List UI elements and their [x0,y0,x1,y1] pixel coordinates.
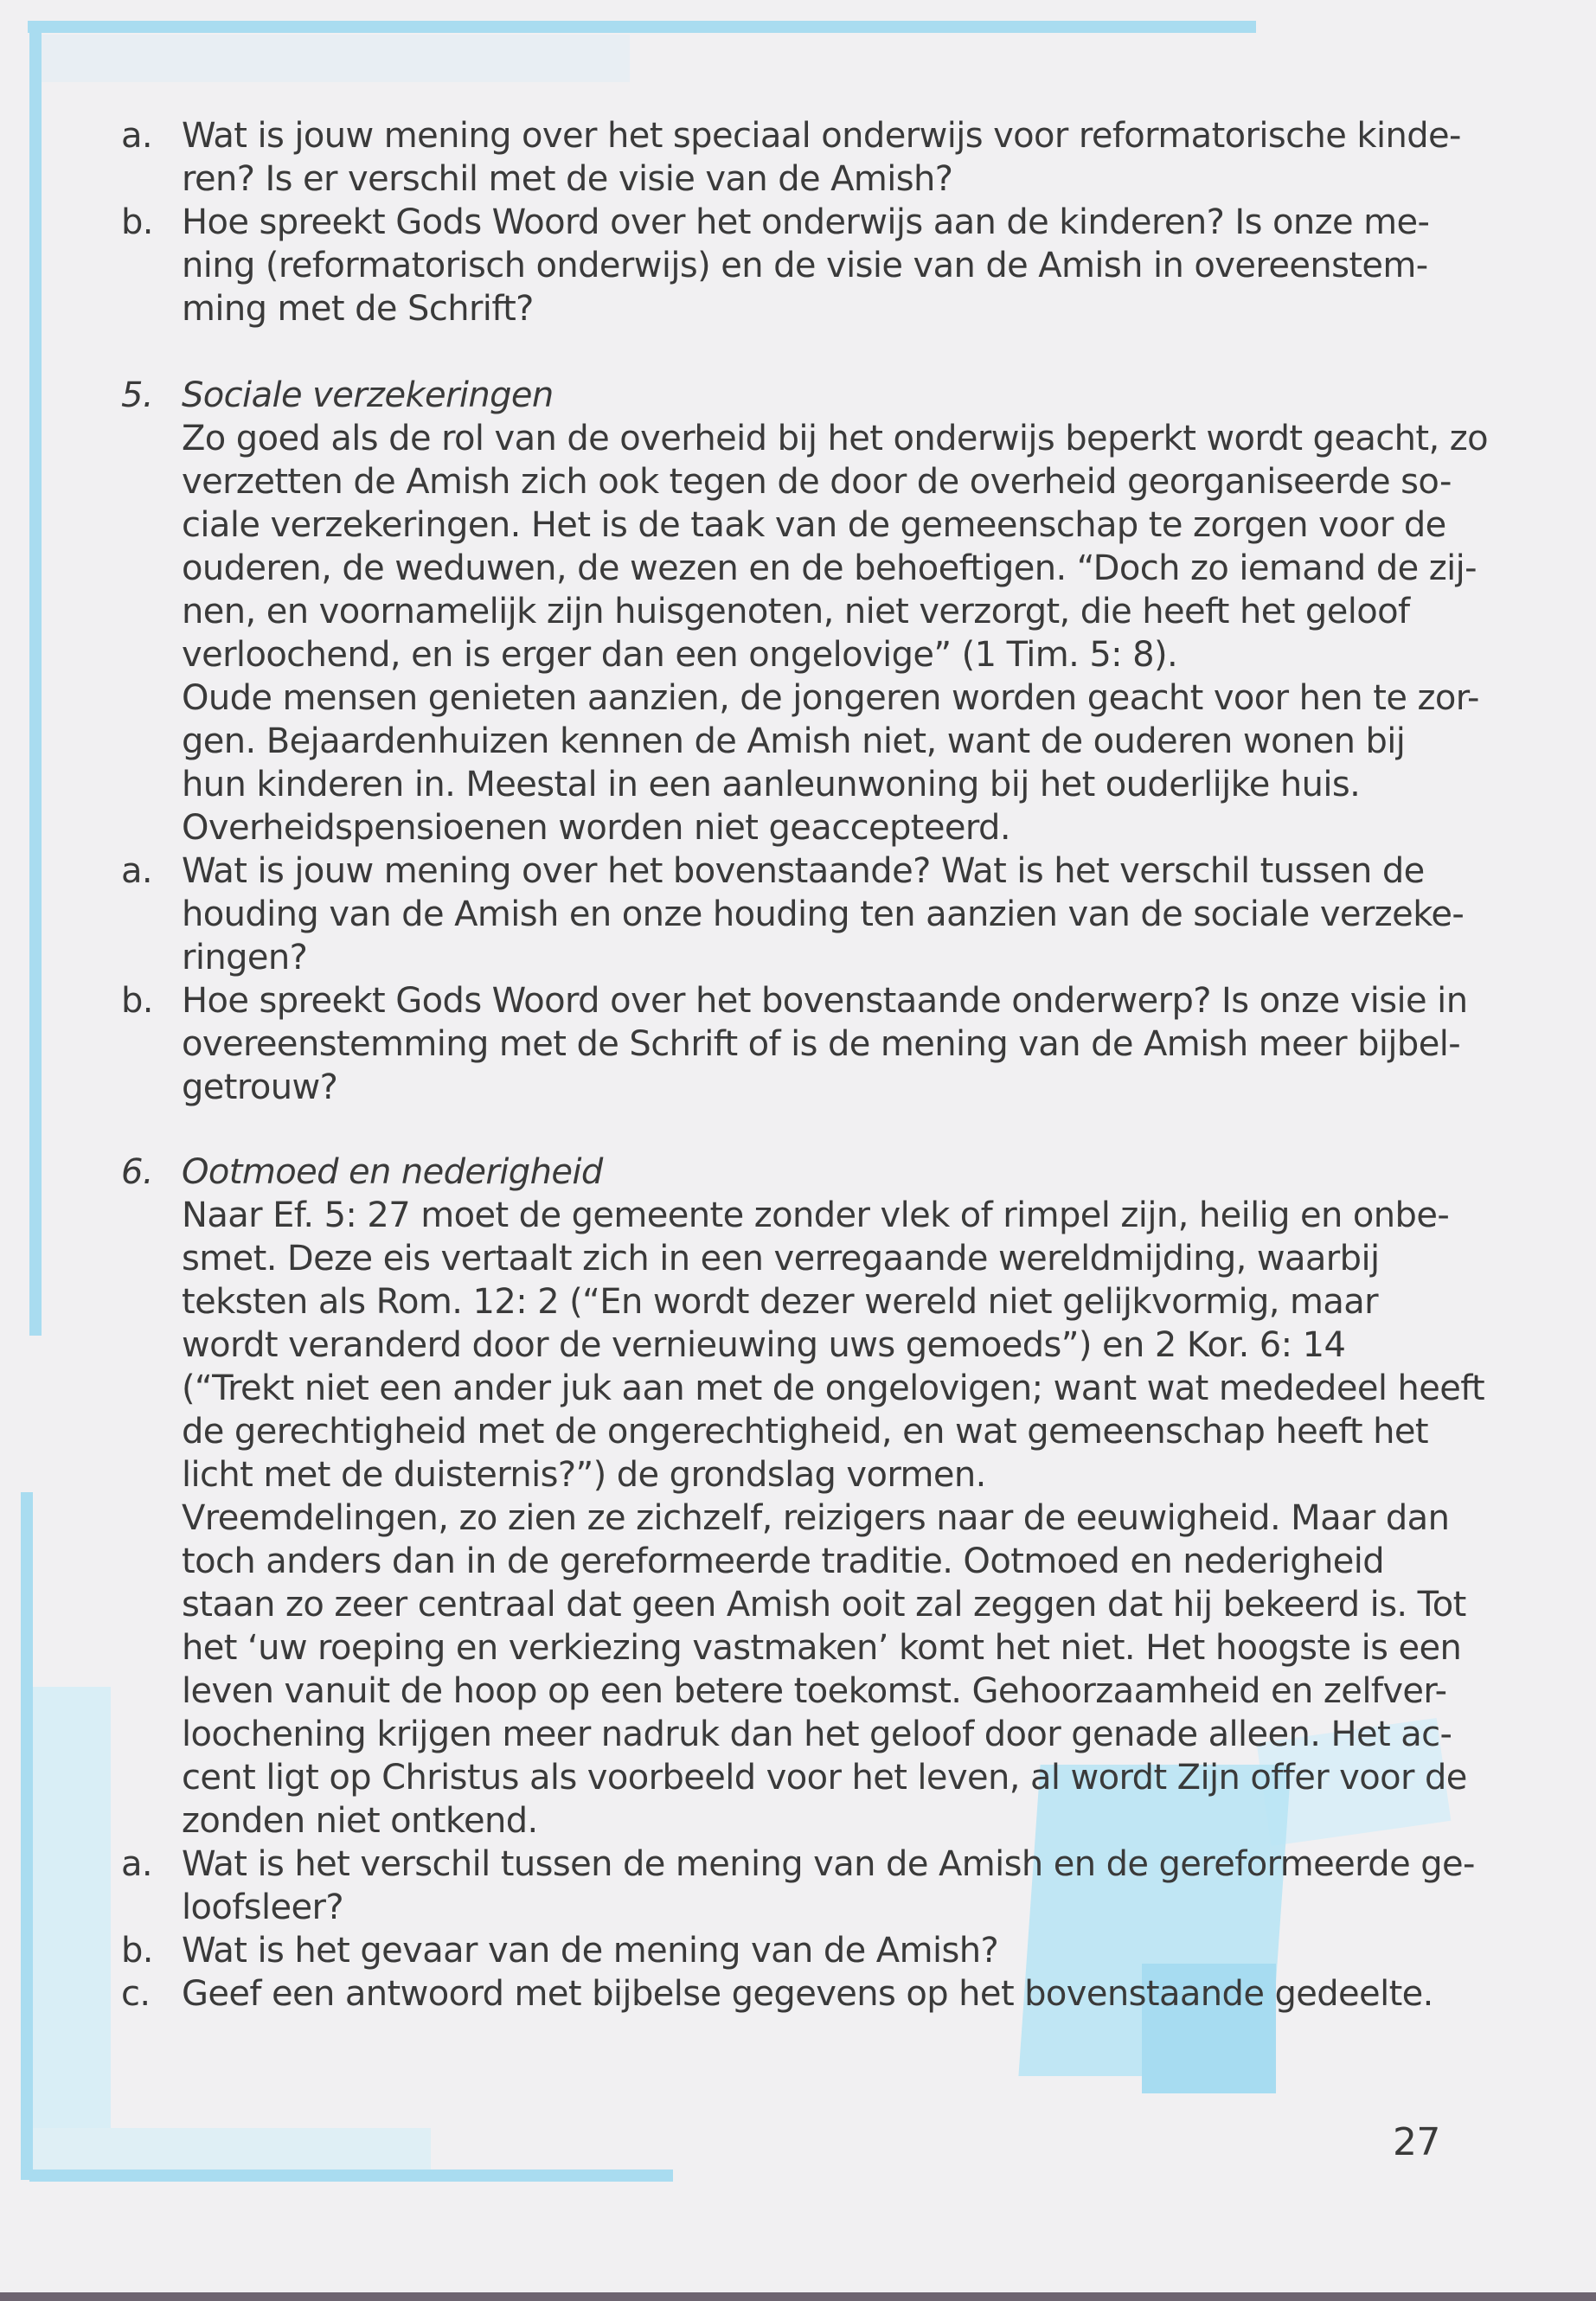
question-text [182,1972,1566,2016]
text-line: getrouw? [182,1067,338,1107]
question-text [182,114,1566,201]
question-label: a. [121,1844,153,1884]
decorative-shade [42,35,630,82]
section-number: 6. [121,1152,153,1192]
text-line: teksten als Rom. 12: 2 (“En wordt dezer wereld niet gelijkvormig, maar [182,1282,1379,1322]
text-line: Oude mensen genieten aanzien, de jongeren worden geacht voor hen te zor- [182,678,1479,718]
text-line: ciale verzekeringen. Het is de taak van de gemeenschap te zorgen voor de [182,505,1446,545]
frame-bar-left-upper [29,21,42,1336]
question-label: b. [121,981,153,1021]
question-label: c. [121,1974,151,2014]
decorative-shade [33,1687,111,2137]
text-line: licht met de duisternis?”) de grondslag vormen. [182,1455,986,1495]
text-line: Wat is jouw mening over het bovenstaande? Wat is het verschil tussen de [182,851,1425,891]
text-line: het ‘uw roeping en verkiezing vastmaken’ komt het niet. Het hoogste is een [182,1628,1462,1668]
text-line: Hoe spreekt Gods Woord over het onderwijs aan de kinderen? Is onze me- [182,202,1430,242]
text-line: (“Trekt niet een ander juk aan met de ongelovigen; want wat mededeel heeft [182,1368,1485,1408]
text-line: nen, en voornamelijk zijn huisgenoten, niet verzorgt, die heeft het geloof [182,592,1410,631]
text-line: wordt veranderd door de vernieuwing uws gemoeds”) en 2 Kor. 6: 14 [182,1325,1346,1365]
text-line: de gerechtigheid met de ongerechtigheid, en wat gemeenschap heeft het [182,1412,1428,1452]
section-number: 5. [121,375,153,415]
text-line: Wat is het verschil tussen de mening van de Amish en de gereformeerde ge- [182,1844,1475,1884]
section-heading: Ootmoed en nederigheid [182,1152,603,1192]
text-line: gen. Bejaardenhuizen kennen de Amish niet, want de ouderen wonen bij [182,721,1406,761]
text-line: verloochend, en is erger dan een ongelovige” (1 Tim. 5: 8). [182,635,1178,675]
text-line: loofsleer? [182,1888,343,1927]
text-line: houding van de Amish en onze houding ten aanzien van de sociale verzeke- [182,894,1465,934]
text-line: smet. Deze eis vertaalt zich in een verregaande wereldmijding, waarbij [182,1239,1380,1279]
frame-bar-left-lower [21,1492,33,2180]
page-number: 27 [1393,2120,1440,2164]
text-line: Geef een antwoord met bijbelse gegevens op het bovenstaande gedeelte. [182,1974,1433,2014]
question-text [182,849,1566,979]
text-line: Zo goed als de rol van de overheid bij het onderwijs beperkt wordt geacht, zo [182,419,1488,458]
text-line: Vreemdelingen, zo zien ze zichzelf, reizigers naar de eeuwigheid. Maar dan [182,1498,1450,1538]
section-body [182,1150,1566,1843]
question-label: a. [121,851,153,891]
text-line: ning (reformatorisch onderwijs) en de visie van de Amish in overeenstem- [182,246,1428,285]
question-text [182,1843,1566,1929]
text-line: ren? Is er verschil met de visie van de Amish? [182,159,953,199]
text-line: cent ligt op Christus als voorbeeld voor het leven, al wordt Zijn offer voor de [182,1758,1467,1798]
text-line: loochening krijgen meer nadruk dan het geloof door genade alleen. Het ac- [182,1715,1452,1754]
question-text [182,1929,1566,1972]
text-line: Wat is het gevaar van de mening van de Amish? [182,1931,999,1971]
text-line: verzetten de Amish zich ook tegen de door de overheid georganiseerde so- [182,462,1452,502]
scan-edge-strip [0,2292,1596,2301]
text-line: zonden niet ontkend. [182,1801,538,1841]
text-line: ming met de Schrift? [182,289,534,329]
question-label: a. [121,116,153,156]
text-line: Naar Ef. 5: 27 moet de gemeente zonder vlek of rimpel zijn, heilig en onbe- [182,1195,1450,1235]
section-body [182,374,1566,849]
text-line: overeenstemming met de Schrift of is de mening van de Amish meer bijbel- [182,1024,1461,1064]
question-label: b. [121,202,153,242]
text-line: hun kinderen in. Meestal in een aanleunwoning bij het ouderlijke huis. [182,765,1361,804]
text-line: ringen? [182,938,308,977]
question-text [182,201,1566,330]
frame-bar-top [28,21,1256,33]
section-heading: Sociale verzekeringen [182,375,554,415]
question-text [182,979,1566,1109]
decorative-shade [33,2128,431,2170]
question-label: b. [121,1931,153,1971]
frame-bar-bottom [29,2170,673,2182]
text-line: ouderen, de weduwen, de wezen en de behoeftigen. “Doch zo iemand de zij- [182,548,1477,588]
text-line: toch anders dan in de gereformeerde traditie. Ootmoed en nederigheid [182,1541,1385,1581]
text-line: staan zo zeer centraal dat geen Amish ooit zal zeggen dat hij bekeerd is. Tot [182,1585,1466,1625]
text-line: leven vanuit de hoop op een betere toekomst. Gehoorzaamheid en zelfver- [182,1671,1447,1711]
text-line: Wat is jouw mening over het speciaal onderwijs voor reformatorische kinde- [182,116,1461,156]
text-line: Hoe spreekt Gods Woord over het bovenstaande onderwerp? Is onze visie in [182,981,1468,1021]
text-line: Overheidspensioenen worden niet geaccepteerd. [182,808,1010,848]
